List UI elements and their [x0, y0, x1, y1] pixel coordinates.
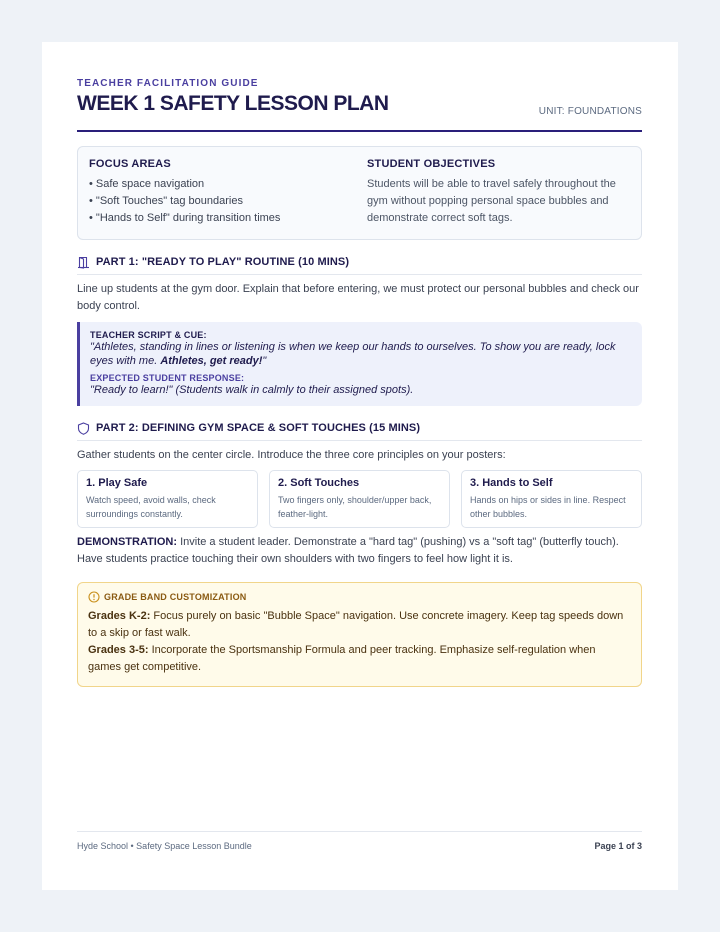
- focus-list: [89, 176, 349, 227]
- part2-intro: Gather students on the center circle. Introduce the three core principles on your posters:: [77, 449, 506, 461]
- script-bold: Athletes, get ready!: [160, 355, 263, 367]
- grade-heading: [88, 591, 631, 603]
- teacher-script-box: [77, 322, 642, 406]
- principle-card-play-safe: [77, 470, 258, 528]
- student-objectives: [367, 158, 629, 227]
- list-item: • "Hands to Self" during transition times: [89, 212, 281, 224]
- objectives-text: Students will be able to travel safely throughout the gym without popping personal space bubbles and demonstrate correct soft tags.: [367, 178, 616, 224]
- principle-card-soft-touches: [269, 470, 450, 528]
- focus-item-text: Safe space navigation: [95, 178, 205, 190]
- part1-heading-text: PART 1: "READY TO PLAY" ROUTINE (10 MINS): [96, 256, 350, 268]
- card-text: Watch speed, avoid walls, check surroundings constantly.: [86, 495, 216, 519]
- part2-heading-text: PART 2: DEFINING GYM SPACE & SOFT TOUCHES (15 MINS): [96, 422, 421, 434]
- focus-heading: FOCUS AREAS: [89, 158, 171, 170]
- response-quote: "Ready to learn!" (Students walk in calmly to their assigned spots).: [90, 384, 414, 396]
- script-end: ": [262, 355, 267, 367]
- page-footer: [77, 831, 642, 851]
- page-title: WEEK 1 SAFETY LESSON PLAN: [77, 92, 389, 115]
- card-text: Hands on hips or sides in line. Respect other bubbles.: [470, 495, 626, 519]
- card-title: 1. Play Safe: [86, 477, 148, 489]
- grade-k2-text: Focus purely on basic "Bubble Space" navigation. Use concrete imagery. Keep tag speeds down to a skip or fast walk.: [88, 610, 624, 639]
- script-text: "Athletes, standing in lines or listening is when we keep our hands to ourselves. To show you are ready, lock eyes with me.: [90, 341, 616, 367]
- card-text: Two fingers only, shoulder/upper back, feather-light.: [278, 495, 432, 519]
- card-title: 3. Hands to Self: [470, 477, 553, 489]
- demonstration-paragraph: [77, 534, 642, 568]
- focus-item-text: "Hands to Self" during transition times: [95, 212, 281, 224]
- part2-heading: [77, 418, 642, 441]
- list-item: • "Soft Touches" tag boundaries: [89, 195, 243, 207]
- page-number: Page 1 of 3: [594, 841, 642, 851]
- eyebrow-label: TEACHER FACILITATION GUIDE: [77, 78, 259, 89]
- unit-label: UNIT: FOUNDATIONS: [538, 106, 642, 117]
- grade-3-5-label: Grades 3-5:: [88, 644, 149, 656]
- script-quote: [90, 340, 632, 368]
- grade-k2-label: Grades K-2:: [88, 610, 151, 622]
- grade-band-box: [77, 582, 642, 687]
- info-icon: [88, 591, 100, 603]
- demo-label: DEMONSTRATION:: [77, 536, 178, 548]
- part1-heading: [77, 252, 642, 275]
- shield-icon: [77, 422, 90, 435]
- grade-heading-text: GRADE BAND CUSTOMIZATION: [104, 592, 247, 602]
- page-content: [77, 78, 642, 687]
- grade-3-5: [88, 642, 631, 676]
- document-page: [42, 42, 678, 890]
- principle-cards: [77, 470, 642, 528]
- response-label: EXPECTED STUDENT RESPONSE:: [90, 373, 245, 383]
- demo-text: Invite a student leader. Demonstrate a "hard tag" (pushing) vs a "soft tag" (butterfly touch). Have students practice touching their own shoulders with two fingers to feel how light it is.: [77, 536, 619, 565]
- focus-areas: [89, 158, 349, 227]
- part1-intro: Line up students at the gym door. Explain that before entering, we must protect our personal bubbles and check our body control.: [77, 283, 639, 312]
- focus-item-text: "Soft Touches" tag boundaries: [95, 195, 243, 207]
- footer-left: Hyde School • Safety Space Lesson Bundle: [77, 841, 252, 851]
- script-label: TEACHER SCRIPT & CUE:: [90, 330, 207, 340]
- card-title: 2. Soft Touches: [278, 477, 360, 489]
- focus-objectives-box: [77, 146, 642, 240]
- door-icon: [77, 256, 90, 269]
- title-row: [77, 92, 642, 132]
- objectives-heading: STUDENT OBJECTIVES: [367, 158, 496, 170]
- principle-card-hands-to-self: [461, 470, 642, 528]
- grade-3-5-text: Incorporate the Sportsmanship Formula and peer tracking. Emphasize self-regulation when games get competitive.: [88, 644, 596, 673]
- grade-k2: [88, 608, 631, 642]
- list-item: • Safe space navigation: [89, 178, 205, 190]
